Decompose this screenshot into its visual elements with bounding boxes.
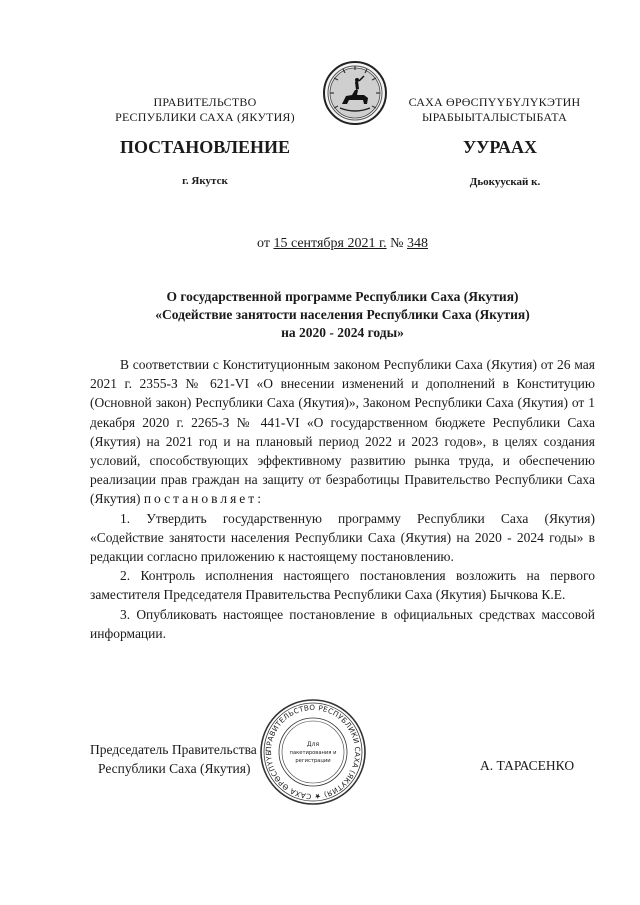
document-date: 15 сентября 2021 г. [273,236,387,251]
decree-item-2: 2. Контроль исполнения настоящего постановления возложить на первого заместителя Председателя Правительства Республики Саха (Якутия) Бычкова К.Е. [90,568,595,603]
city-ru: г. Якутск [182,175,228,187]
government-name-ru-line1: ПРАВИТЕЛЬСТВО [153,95,257,109]
document-body [90,355,595,643]
signatory-position-line1: Председатель Правительства [90,742,257,757]
document-title-sakha: УУРААХ [462,137,538,157]
header-right [392,95,597,125]
government-name-sakha-line2: ЫРАБЫЫТАЛЫСТЫБАТА [421,110,568,124]
seal-center-line1: Для [306,741,320,748]
coat-of-arms-icon [322,60,388,126]
subject-line2: «Содействие занятости населения Республики Саха (Якутия) [155,307,530,322]
preamble-text: В соответствии с Конституционным законом Республики Саха (Якутия) от 26 мая 2021 г. 2355-З № 621-VI «О внесении изменений и дополнений в Конституцию (Основной закон) Республики Саха (Якутия)», Законом Республики Саха (Якутия) от 1 декабря 2020 г. 2265-З № 441-VI «О государственном бюджете Республики Саха (Якутия) на 2021 год и на плановый период 2022 и 2023 годов», в целях создания условий, способствующих эффективному развитию рынка труда, и обеспечению реализации прав граждан на защиту от безработицы Правительство Республики Саха (Якутия) [90,357,595,507]
header-left [95,95,315,125]
document-date-number [90,236,595,252]
document-subject [90,288,595,342]
decree-item-3: 3. Опубликовать настоящее постановление в официальных средствах массовой информации. [90,606,595,641]
decree-item-1: 1. Утвердить государственную программу Республики Саха (Якутия) «Содействие занятости населения Республики Саха (Якутия) на 2020 - 2024 годы» в редакции согласно приложению к настоящему постановлению. [90,510,595,565]
decree-word: постановляет: [143,491,264,507]
government-name-sakha-line1: САХА ӨРӨСПҮҮБҮЛҮКЭТИН [408,95,581,109]
subject-line1: О государственной программе Республики Саха (Якутия) [166,289,519,304]
official-seal-icon [258,697,368,807]
seal-ring-text: ПРАВИТЕЛЬСТВО РЕСПУБЛИКИ САХА (ЯКУТИЯ) ★ САХА ӨРӨСПҮҮБ [263,702,363,802]
signatory-position [90,740,280,778]
subject-line3: на 2020 - 2024 годы» [281,325,404,340]
seal-center-line2: пакетирования и [289,750,337,756]
date-prefix: от [257,236,274,251]
city-sakha: Дьокуускай к. [469,176,541,188]
government-name-ru-line2: РЕСПУБЛИКИ САХА (ЯКУТИЯ) [115,110,295,124]
document-title-ru: ПОСТАНОВЛЕНИЕ [119,137,291,157]
signatory-name: А. ТАРАСЕНКО [480,758,575,773]
document-number: 348 [407,236,428,251]
preamble-paragraph [90,355,595,509]
number-prefix: № [386,236,407,251]
signatory-position-line2: Республики Саха (Якутия) [98,761,251,776]
seal-center-line3: регистрации [295,758,331,764]
